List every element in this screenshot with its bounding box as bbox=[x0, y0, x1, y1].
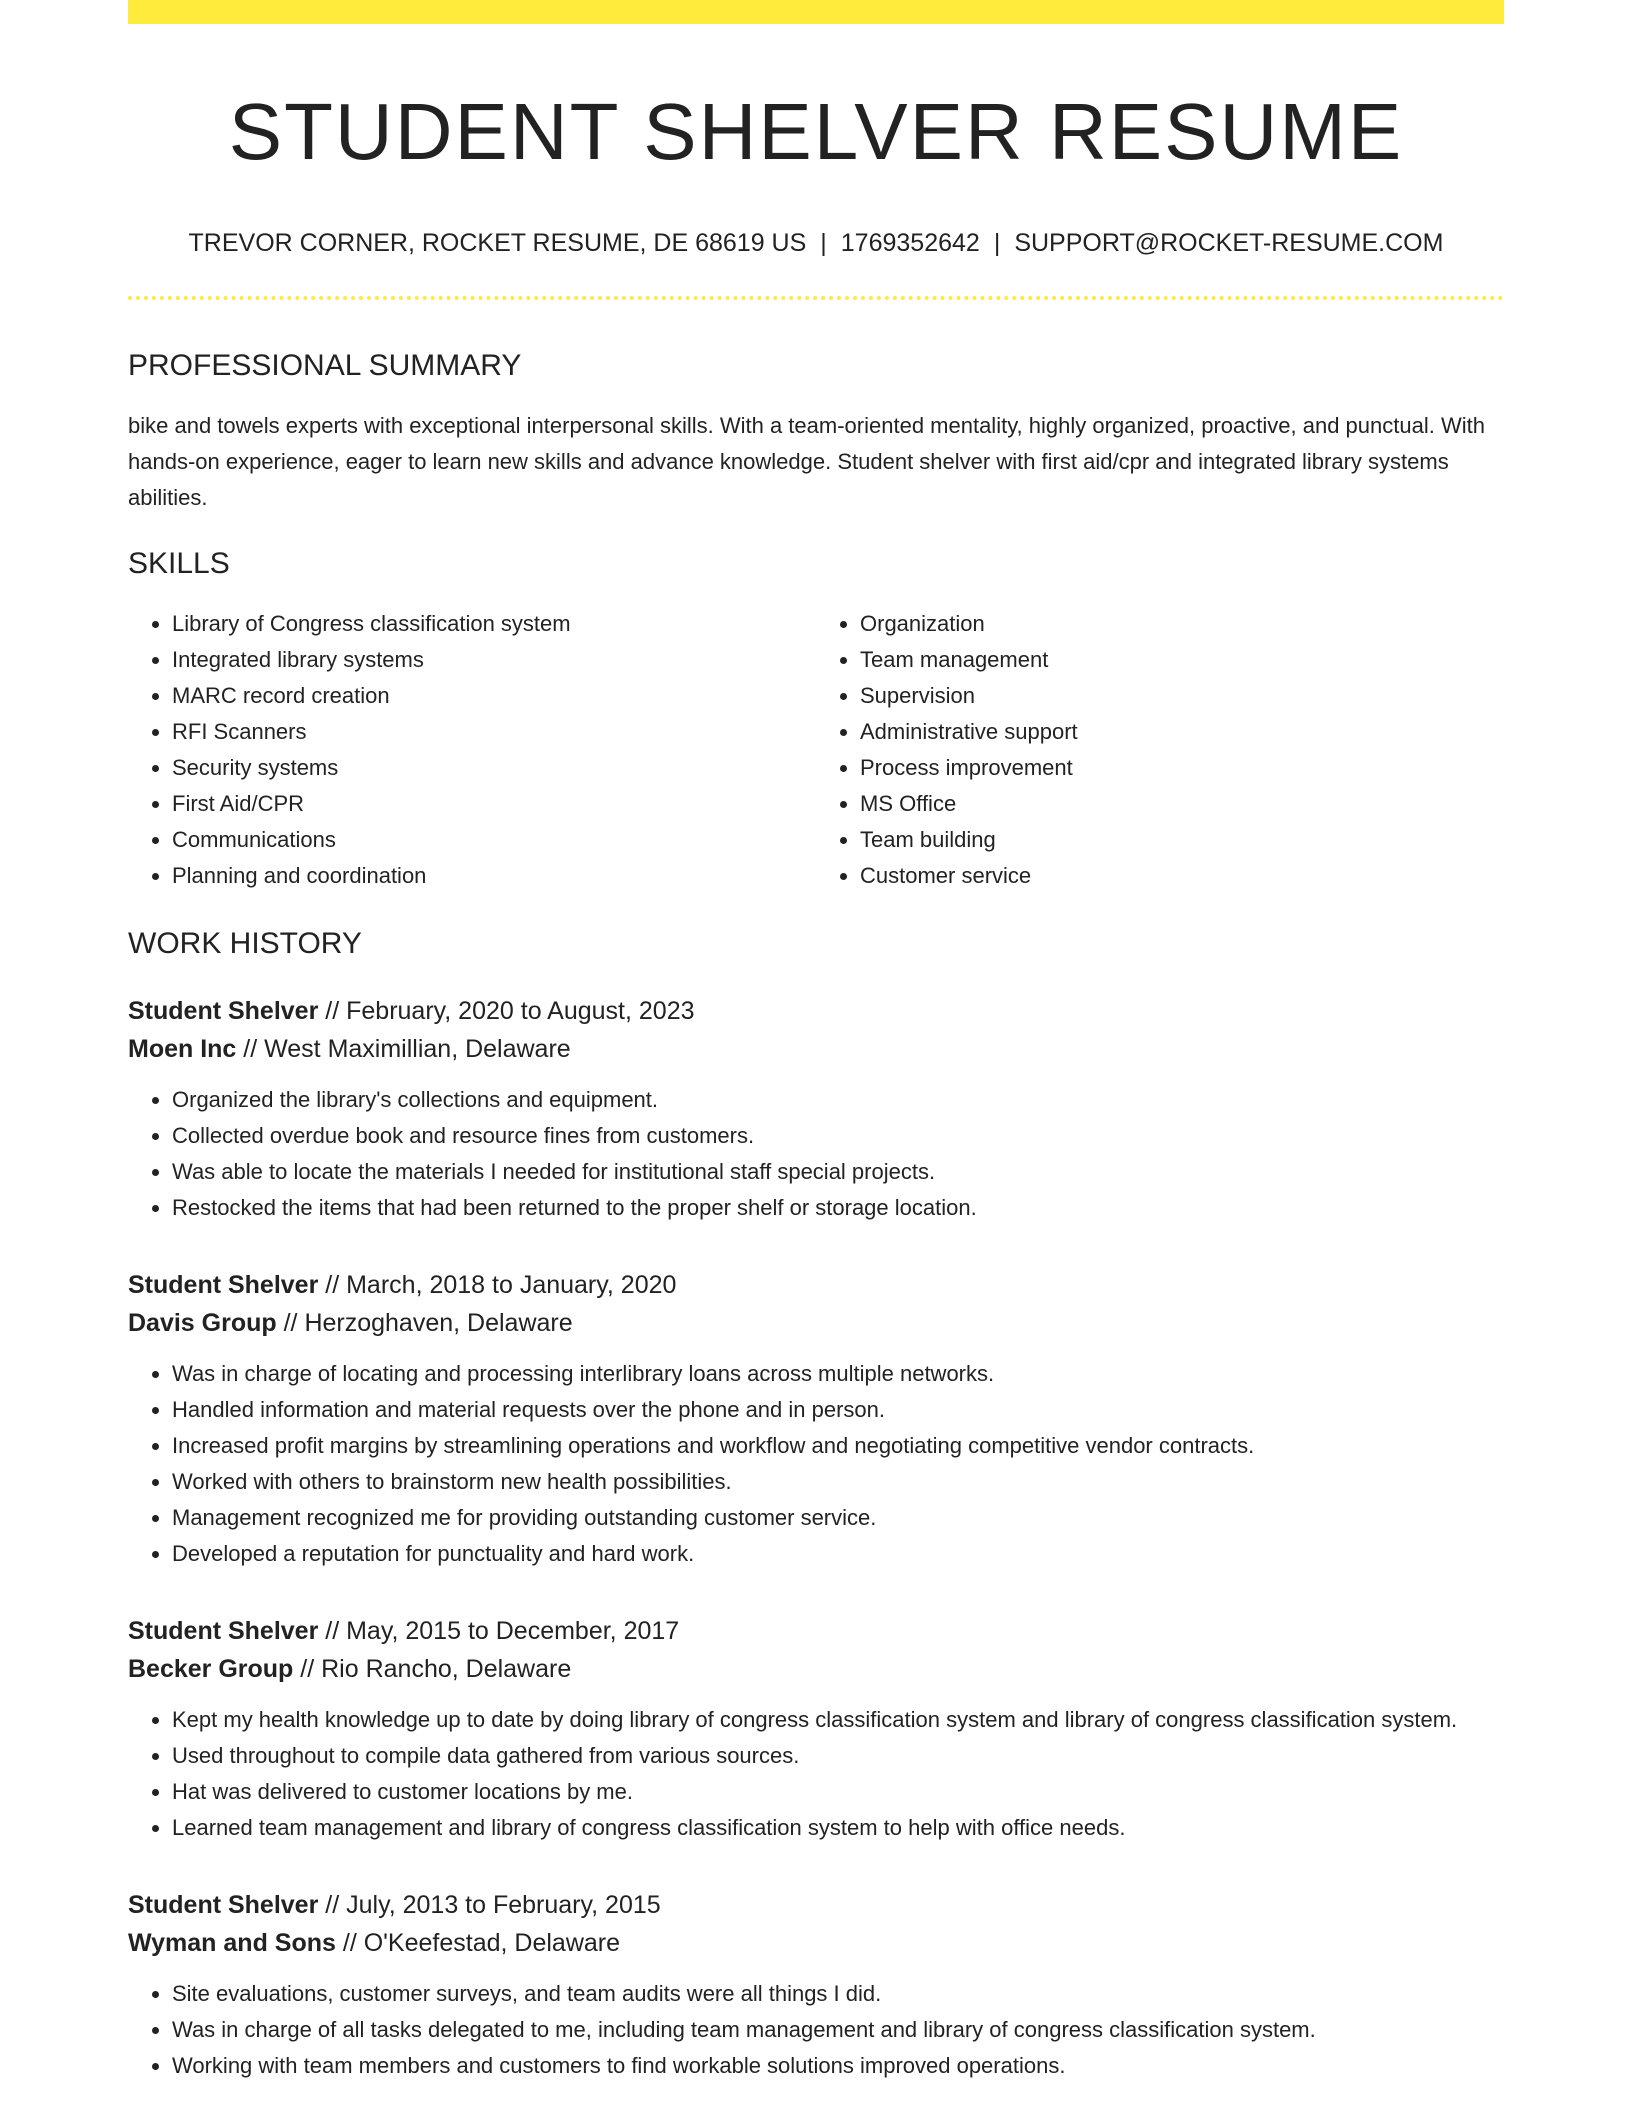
skill-item: • Library of Congress classification system bbox=[172, 606, 816, 642]
job-company: Becker Group bbox=[128, 1655, 294, 1683]
job-company: Davis Group bbox=[128, 1309, 277, 1337]
job-bullets bbox=[128, 1356, 1504, 1572]
contact-address: TREVOR CORNER, ROCKET RESUME, DE 68619 US bbox=[188, 229, 807, 257]
contact-separator: | bbox=[993, 229, 1001, 257]
job-location: // West Maximillian, Delaware bbox=[236, 1035, 571, 1063]
job-bullet: • Management recognized me for providing outstanding customer service. bbox=[172, 1500, 1504, 1536]
job-bullet: • Worked with others to brainstorm new health possibilities. bbox=[172, 1464, 1504, 1500]
skill-item: • Customer service bbox=[860, 858, 1504, 894]
job-entry bbox=[128, 992, 1504, 1226]
skill-item: • Organization bbox=[860, 606, 1504, 642]
resume-page bbox=[128, 0, 1504, 2084]
job-company-line bbox=[128, 1924, 1504, 1962]
skill-item: • MS Office bbox=[860, 786, 1504, 822]
job-title: Student Shelver bbox=[128, 1891, 319, 1919]
summary-heading: PROFESSIONAL SUMMARY bbox=[128, 349, 522, 382]
skills-columns bbox=[128, 606, 1504, 894]
skill-item: • Team building bbox=[860, 822, 1504, 858]
job-bullets bbox=[128, 1976, 1504, 2084]
job-bullet: • Was able to locate the materials I needed for institutional staff special projects. bbox=[172, 1154, 1504, 1190]
job-bullet: • Was in charge of all tasks delegated to me, including team management and library of congress classification system. bbox=[172, 2012, 1504, 2048]
contact-email: SUPPORT@ROCKET-RESUME.COM bbox=[1014, 229, 1444, 257]
skill-item: • MARC record creation bbox=[172, 678, 816, 714]
job-dates: // March, 2018 to January, 2020 bbox=[318, 1271, 677, 1299]
job-bullet: • Handled information and material requests over the phone and in person. bbox=[172, 1392, 1504, 1428]
skill-item: • RFI Scanners bbox=[172, 714, 816, 750]
job-title-line bbox=[128, 1886, 1504, 1924]
job-bullet: • Site evaluations, customer surveys, and team audits were all things I did. bbox=[172, 1976, 1504, 2012]
contact-line bbox=[128, 228, 1504, 258]
accent-top-bar bbox=[128, 0, 1504, 24]
job-title-line bbox=[128, 1266, 1504, 1304]
job-bullet: • Was in charge of locating and processing interlibrary loans across multiple networks. bbox=[172, 1356, 1504, 1392]
job-location: // Herzoghaven, Delaware bbox=[276, 1309, 573, 1337]
skill-item: • Team management bbox=[860, 642, 1504, 678]
job-location: // O'Keefestad, Delaware bbox=[335, 1929, 621, 1957]
job-bullet: • Restocked the items that had been returned to the proper shelf or storage location. bbox=[172, 1190, 1504, 1226]
summary-text: bike and towels experts with exceptional interpersonal skills. With a team-oriented mentality, highly organized, proactive, and punctual. With hands-on experience, eager to learn new skills and advance knowledge. Student shelver with first aid/cpr and integrated library systems abilities. bbox=[128, 413, 1485, 510]
job-company: Wyman and Sons bbox=[128, 1929, 336, 1957]
job-entry bbox=[128, 1266, 1504, 1572]
job-title-line bbox=[128, 992, 1504, 1030]
job-location: // Rio Rancho, Delaware bbox=[293, 1655, 572, 1683]
skill-item: • Integrated library systems bbox=[172, 642, 816, 678]
job-company-line bbox=[128, 1030, 1504, 1068]
contact-separator: | bbox=[820, 229, 827, 257]
job-dates: // February, 2020 to August, 2023 bbox=[318, 997, 695, 1025]
job-bullet: • Working with team members and customers to find workable solutions improved operations. bbox=[172, 2048, 1504, 2084]
job-bullet: • Developed a reputation for punctuality and hard work. bbox=[172, 1536, 1504, 1572]
job-company-line bbox=[128, 1304, 1504, 1342]
job-entry bbox=[128, 1886, 1504, 2084]
job-bullet: • Hat was delivered to customer locations by me. bbox=[172, 1774, 1504, 1810]
skill-item: • Process improvement bbox=[860, 750, 1504, 786]
job-dates: // July, 2013 to February, 2015 bbox=[318, 1891, 661, 1919]
job-entry bbox=[128, 1612, 1504, 1846]
job-bullet: • Used throughout to compile data gathered from various sources. bbox=[172, 1738, 1504, 1774]
job-company-line bbox=[128, 1650, 1504, 1688]
job-bullets bbox=[128, 1082, 1504, 1226]
job-bullet: • Collected overdue book and resource fines from customers. bbox=[172, 1118, 1504, 1154]
skill-item: • Administrative support bbox=[860, 714, 1504, 750]
resume-title: STUDENT SHELVER RESUME bbox=[228, 87, 1404, 176]
dotted-divider bbox=[128, 296, 1504, 300]
skills-heading: SKILLS bbox=[128, 547, 230, 580]
job-dates: // May, 2015 to December, 2017 bbox=[318, 1617, 680, 1645]
job-bullet: • Increased profit margins by streamlining operations and workflow and negotiating competitive vendor contracts. bbox=[172, 1428, 1504, 1464]
contact-phone: 1769352642 bbox=[840, 229, 980, 257]
skill-item: • Communications bbox=[172, 822, 816, 858]
work-history-heading: WORK HISTORY bbox=[128, 927, 362, 960]
job-bullet: • Learned team management and library of congress classification system to help with office needs. bbox=[172, 1810, 1504, 1846]
job-bullet: • Kept my health knowledge up to date by doing library of congress classification system and library of congress classification system. bbox=[172, 1702, 1504, 1738]
job-bullets bbox=[128, 1702, 1504, 1846]
skills-list-left bbox=[128, 606, 816, 894]
job-company: Moen Inc bbox=[128, 1035, 237, 1063]
skill-item: • Supervision bbox=[860, 678, 1504, 714]
job-title-line bbox=[128, 1612, 1504, 1650]
skill-item: • Planning and coordination bbox=[172, 858, 816, 894]
job-title: Student Shelver bbox=[128, 997, 319, 1025]
job-title: Student Shelver bbox=[128, 1617, 319, 1645]
job-bullet: • Organized the library's collections and equipment. bbox=[172, 1082, 1504, 1118]
skill-item: • Security systems bbox=[172, 750, 816, 786]
job-title: Student Shelver bbox=[128, 1271, 319, 1299]
skill-item: • First Aid/CPR bbox=[172, 786, 816, 822]
skills-list-right bbox=[816, 606, 1504, 894]
